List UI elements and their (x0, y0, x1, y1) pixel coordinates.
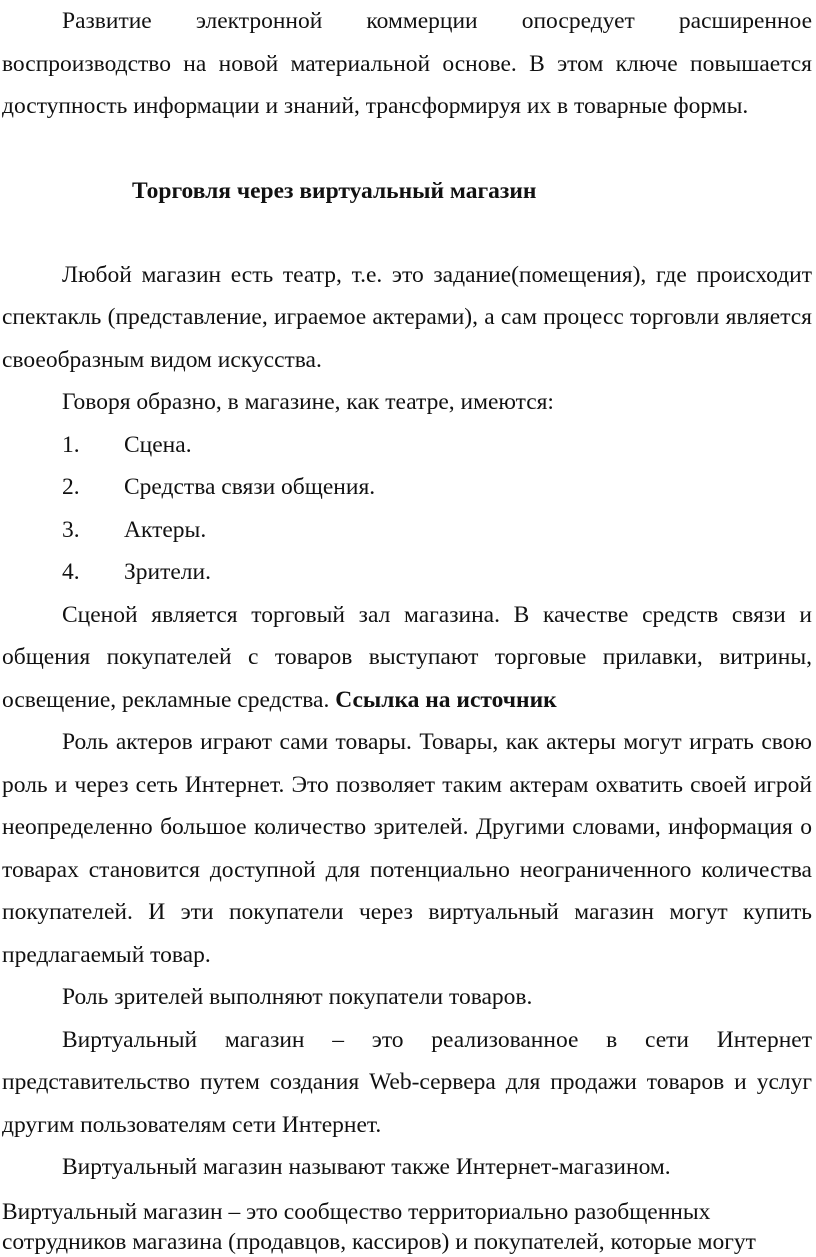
paragraph-community-line2: сотрудников магазина (продавцов, кассиров) и покупателей, которые могут (2, 1228, 756, 1255)
list-text: Зрители. (124, 559, 211, 585)
list-number: 1. (62, 431, 80, 458)
paragraph-internet-shop: Виртуальный магазин называют также Интернет-магазином. (62, 1154, 671, 1180)
list-item (2, 424, 812, 467)
list-item (2, 509, 812, 552)
paragraph-stage (2, 594, 812, 722)
spacer (2, 212, 812, 254)
list-item (2, 551, 812, 594)
list-text: Сцена. (124, 431, 192, 458)
list-number: 3. (62, 516, 80, 543)
list-number: 4. (62, 559, 80, 585)
paragraph-community-line1: Виртуальный магазин – это сообщество территориально разобщенных (2, 1198, 711, 1225)
paragraph-definition: Виртуальный магазин – это реализованное в сети Интернет представительство путем создания Web-сервера для продажи товаров и услуг другим пользователям сети Интернет. (2, 1026, 812, 1138)
spacer (2, 128, 812, 170)
list-item (2, 466, 812, 509)
paragraph-list-intro: Говоря образно, в магазине, как театре, имеются: (62, 389, 554, 415)
paragraph-actors: Роль актеров играют сами товары. Товары, как актеры могут играть свою роль и через сеть Интернет. Это позволяет таким актерам охватить своей игрой неопределенно большое количество зрителей. Другими словами, информация о товарах становится доступной для потенциально неограниченного количества покупателей. И эти покупатели через виртуальный магазин могут купить предлагаемый товар. (2, 729, 812, 968)
source-link[interactable]: Ссылка на источник (335, 686, 557, 713)
paragraph-stage-text: Сценой является торговый зал магазина. В качестве средств связи и общения покупателей с товаров выступают торговые прилавки, витрины, освещение, рекламные средства. (2, 601, 812, 713)
list-number: 2. (62, 474, 80, 500)
spacer (2, 1189, 812, 1197)
list-text: Средства связи общения. (124, 474, 376, 500)
section-heading: Торговля через виртуальный магазин (132, 177, 537, 204)
list-text: Актеры. (124, 516, 207, 543)
paragraph-spectators: Роль зрителей выполняют покупатели товаров. (62, 984, 533, 1010)
paragraph-intro: Развитие электронной коммерции опосредует расширенное воспроизводство на новой материальной основе. В этом ключе повышается доступность информации и знаний, трансформируя их в товарные формы. (2, 8, 812, 119)
paragraph-theatre: Любой магазин есть театр, т.е. это задание(помещения), где происходит спектакль (представление, играемое актерами), а сам процесс торговли является своеобразным видом искусства. (2, 261, 812, 373)
